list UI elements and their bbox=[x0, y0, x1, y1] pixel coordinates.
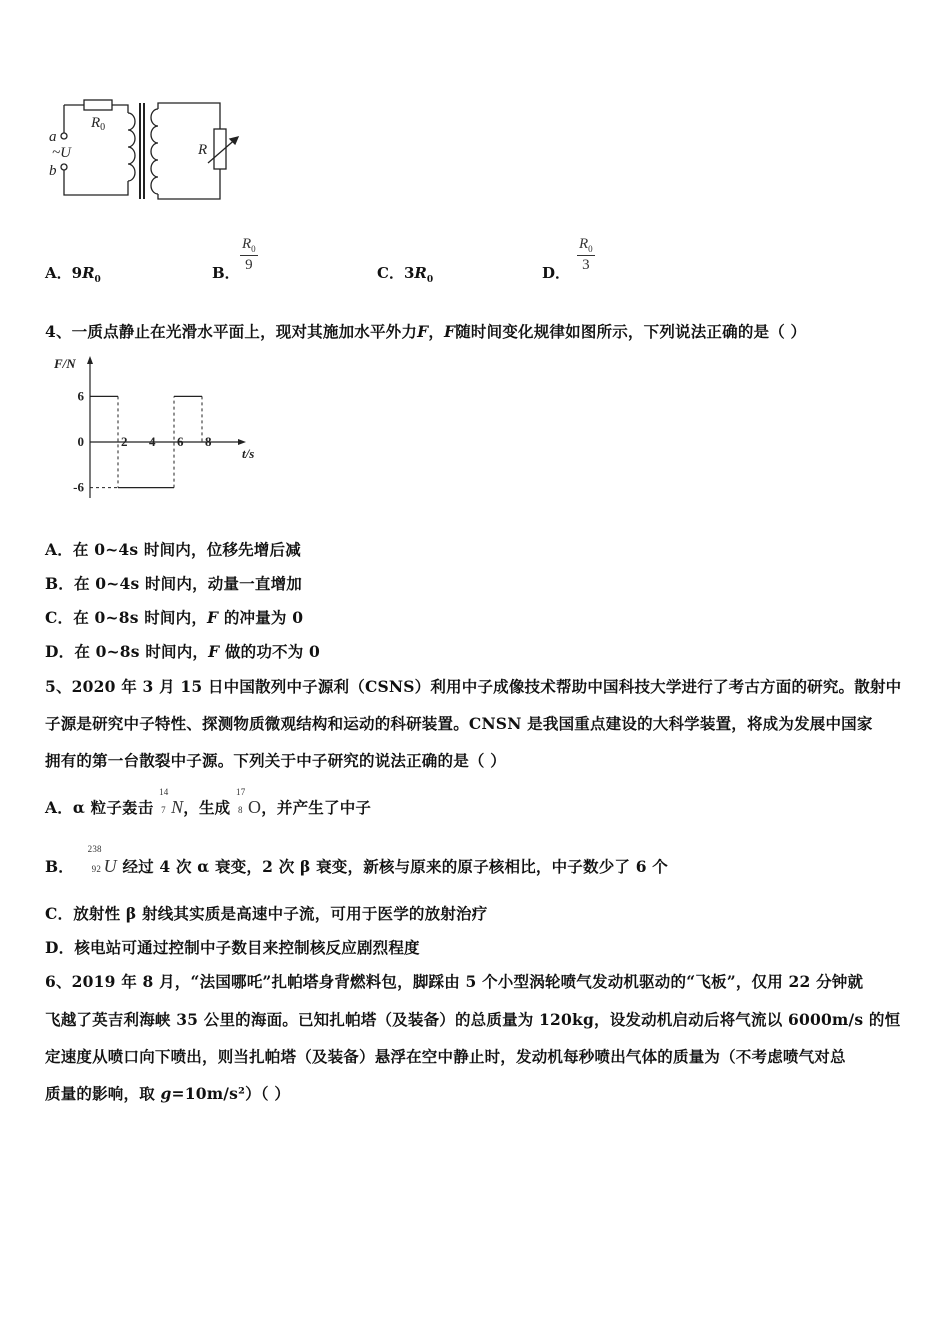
q4-option-a: A．在 0~4s 时间内，位移先增后减 bbox=[45, 540, 301, 559]
terminal-a-label: a bbox=[49, 129, 57, 145]
q4-option-d: D．在 0~8s 时间内，F 做的功不为 0 bbox=[45, 642, 321, 661]
q5-stem-line-1: 5、2020 年 3 月 15 日中国散列中子源利（CSNS）利用中子成像技术帮助中国科技大学进行了考古方面的研究。散射中 bbox=[45, 677, 902, 696]
q4-stem: 4、一质点静止在光滑水平面上，现对其施加水平外力F，F随时间变化规律如图所示，下列说法正确的是（ ） bbox=[45, 322, 807, 341]
y-tick-label: 0 bbox=[77, 434, 84, 449]
q6-stem-line-1: 6、2019 年 8 月，“法国哪吒”扎帕塔身背燃料包，脚踩由 5 个小型涡轮喷气发动机驱动的“飞板”，仅用 22 分钟就 bbox=[45, 972, 864, 991]
q4-option-c: C．在 0~8s 时间内，F 的冲量为 0 bbox=[45, 608, 304, 627]
q5-stem-line-3: 拥有的第一台散裂中子源。下列关于中子研究的说法正确的是（ ） bbox=[45, 751, 506, 770]
q4-option-b: B．在 0~4s 时间内，动量一直增加 bbox=[45, 574, 302, 593]
r0-label: $R_0$ bbox=[91, 115, 106, 133]
q6-stem-line-2: 飞越了英吉利海峡 35 公里的海面。已知扎帕塔（及装备）的总质量为 120kg，设发动机启动后将气流以 6000m/s 的恒 bbox=[45, 1010, 901, 1029]
rheostat-label: R bbox=[198, 142, 208, 158]
uranium-238-isotope: 238 92 U bbox=[87, 844, 117, 876]
q5-option-d: D．核电站可通过控制中子数目来控制核反应剧烈程度 bbox=[45, 938, 420, 957]
transformer-circuit-figure bbox=[40, 95, 260, 210]
oxygen-17-isotope: 17 8 O bbox=[236, 787, 262, 817]
q3-option-b-fraction: $R_0$ 9 bbox=[242, 236, 256, 273]
q5-option-b: B． 238 92 U 经过 4 次 α 衰变，2 次 β 衰变，新核与原来的原子核相比，中子数少了 6 个 bbox=[45, 844, 668, 876]
x-tick-label: 8 bbox=[205, 434, 212, 449]
q6-stem-line-4: 质量的影响，取 g=10m/s²）（ ） bbox=[45, 1084, 291, 1103]
terminal-b-label: b bbox=[49, 163, 57, 179]
y-tick-label: 6 bbox=[77, 388, 84, 404]
y-tick-label: -6 bbox=[73, 479, 84, 495]
y-axis-label: F/N bbox=[54, 356, 76, 371]
q5-stem-line-2: 子源是研究中子特性、探测物质微观结构和运动的科研装置。CNSN 是我国重点建设的大科学装置，将成为发展中国家 bbox=[45, 714, 873, 733]
force-time-chart bbox=[50, 348, 255, 503]
voltage-label: ~U bbox=[52, 145, 71, 161]
q5-option-a: A．α 粒子轰击 14 7 N，生成 17 8 O，并产生了中子 bbox=[45, 787, 372, 817]
y-axis-arrow bbox=[87, 356, 93, 364]
q3-option-d-fraction: $R_0$ 3 bbox=[579, 236, 593, 273]
x-tick-label: 4 bbox=[149, 434, 156, 449]
q6-stem-line-3: 定速度从喷口向下喷出，则当扎帕塔（及装备）悬浮在空中静止时，发动机每秒喷出气体的质量为（不考虑喷气对总 bbox=[45, 1047, 846, 1066]
q3-option-d-label: D． bbox=[542, 264, 571, 282]
x-axis-label: t/s bbox=[242, 446, 255, 461]
nitrogen-14-isotope: 14 7 N bbox=[159, 787, 184, 817]
q3-option-b-label: B． bbox=[212, 264, 240, 282]
x-tick-label: 6 bbox=[177, 434, 184, 449]
q3-option-c: C．$3R_0$ bbox=[377, 264, 434, 285]
q3-option-a: A．$9R_0$ bbox=[45, 264, 101, 285]
q5-option-c: C．放射性 β 射线其实质是高速中子流，可用于医学的放射治疗 bbox=[45, 904, 488, 923]
x-tick-label: 2 bbox=[121, 434, 128, 449]
x-axis-arrow bbox=[238, 439, 246, 445]
